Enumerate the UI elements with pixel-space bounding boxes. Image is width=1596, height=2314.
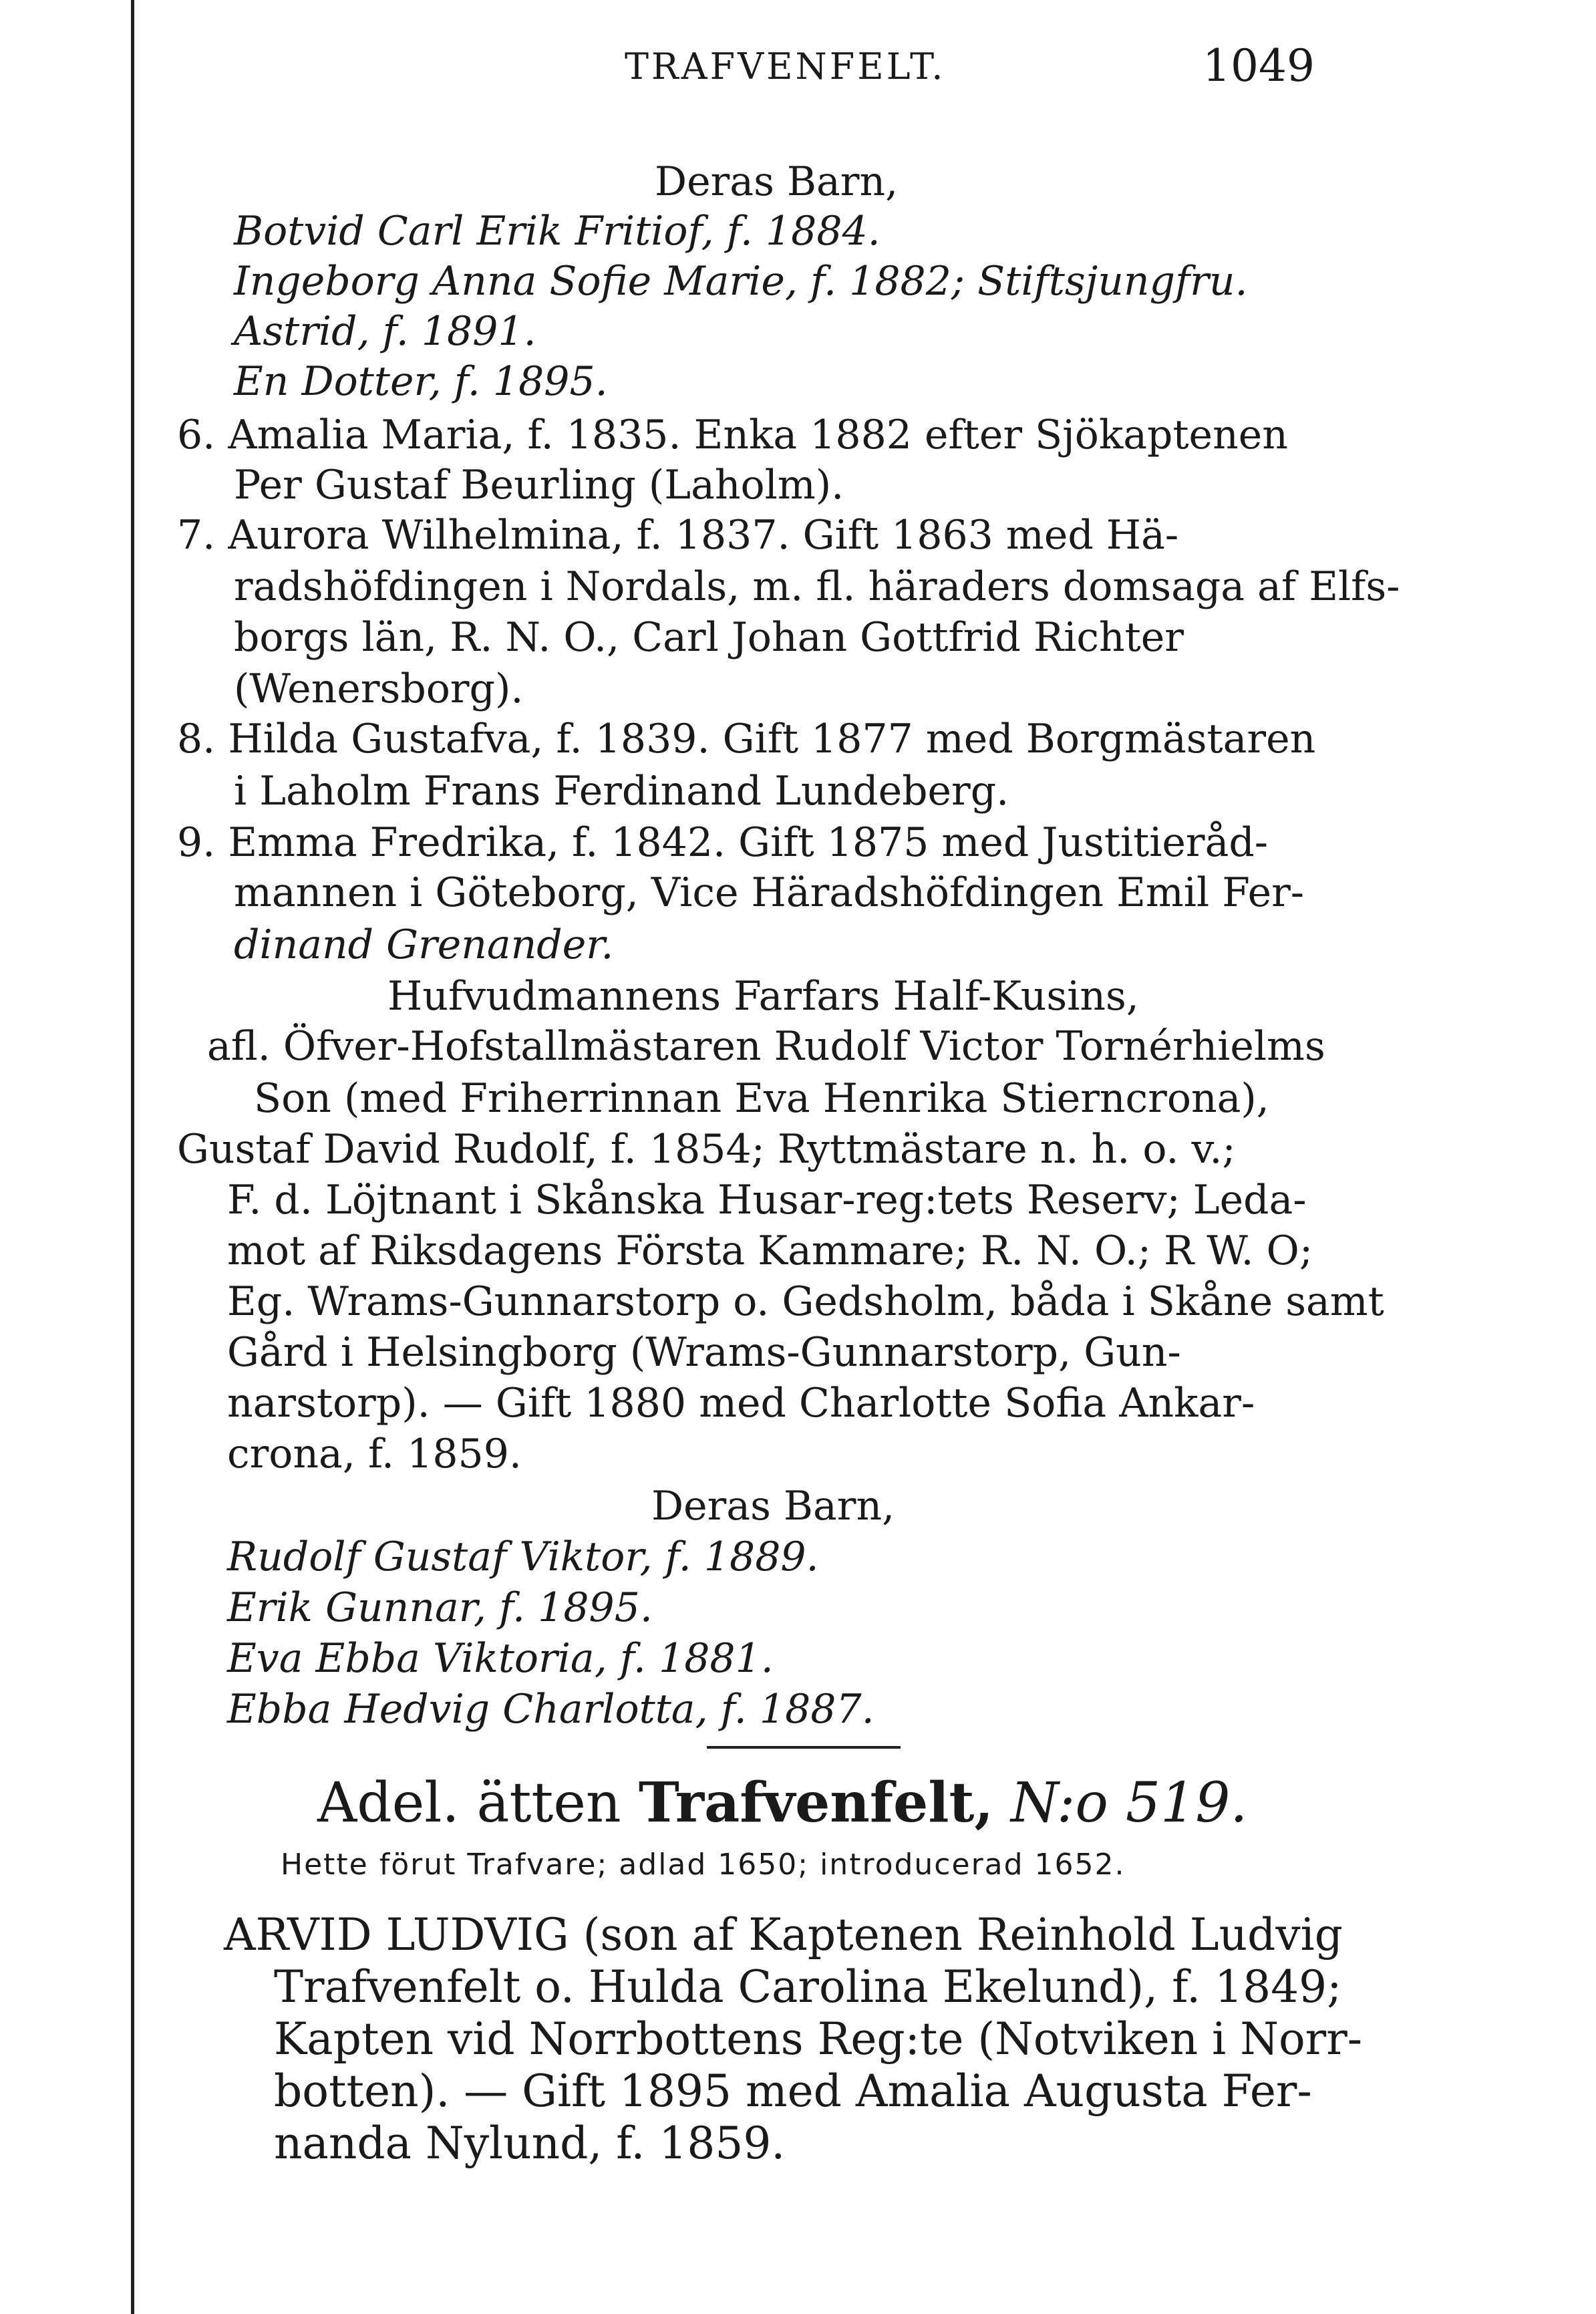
text-line: Son (med Friherrinnan Eva Henrika Stierncrona),: [254, 1075, 1269, 1122]
text-line: borgs län, R. N. O., Carl Johan Gottfrid Richter: [234, 614, 1184, 661]
text-line: mot af Riksdagens Första Kammare; R. N. O.; R W. O;: [227, 1227, 1313, 1274]
text-line: Botvid Carl Erik Fritiof, f. 1884.: [234, 208, 881, 255]
text-line: 7. Aurora Wilhelmina, f. 1837. Gift 1863 med Hä-: [177, 512, 1179, 559]
heading-number: N:o 519.: [1011, 1771, 1248, 1835]
text-line: Per Gustaf Beurling (Laholm).: [234, 462, 844, 509]
text-line: 9. Emma Fredrika, f. 1842. Gift 1875 med Justitieråd-: [177, 819, 1269, 866]
text-line: ARVID LUDVIG (son af Kaptenen Reinhold Ludvig: [224, 1909, 1343, 1961]
section-divider: [707, 1746, 901, 1749]
left-margin-rule: [131, 0, 134, 2314]
section-heading: [317, 1771, 1247, 1835]
text-line: radshöfdingen i Nordals, m. fl. häraders domsaga af Elfs-: [234, 563, 1400, 610]
text-line: Eg. Wrams-Gunnarstorp o. Gedsholm, båda i Skåne samt: [227, 1278, 1384, 1325]
text-line: afl. Öfver-Hofstallmästaren Rudolf Victor Tornérhielms: [207, 1023, 1325, 1070]
text-line: dinand Grenander.: [234, 921, 614, 968]
text-line: Deras Barn,: [651, 1483, 895, 1530]
text-line: crona, f. 1859.: [227, 1431, 522, 1477]
running-title: TRAFVENFELT.: [625, 45, 946, 88]
text-line: narstorp). — Gift 1880 med Charlotte Sofia Ankar-: [227, 1380, 1255, 1427]
text-line: (Wenersborg).: [234, 666, 524, 712]
section-subheading: Hette förut Trafvare; adlad 1650; introducerad 1652.: [281, 1848, 1126, 1882]
text-line: Eva Ebba Viktoria, f. 1881.: [227, 1635, 774, 1682]
text-line: botten). — Gift 1895 med Amalia Augusta Fer-: [274, 2065, 1312, 2117]
text-line: Gustaf David Rudolf, f. 1854; Ryttmästare n. h. o. v.;: [177, 1126, 1236, 1173]
heading-name: Trafvenfelt,: [638, 1771, 993, 1835]
text-line: Hufvudmannens Farfars Half-Kusins,: [387, 973, 1139, 1020]
text-line: Deras Barn,: [655, 158, 899, 205]
text-line: Gård i Helsingborg (Wrams-Gunnarstorp, Gun-: [227, 1329, 1181, 1376]
text-line: F. d. Löjtnant i Skånska Husar-reg:tets Reserv; Leda-: [227, 1177, 1307, 1223]
text-line: Ingeborg Anna Sofie Marie, f. 1882; Stiftsjungfru.: [234, 258, 1248, 305]
text-line: Kapten vid Norrbottens Reg:te (Notviken i Norr-: [274, 2013, 1363, 2065]
text-line: Rudolf Gustaf Viktor, f. 1889.: [227, 1534, 819, 1580]
text-line: En Dotter, f. 1895.: [234, 358, 608, 405]
page-number: 1049: [1203, 40, 1315, 92]
heading-prefix: Adel. ätten: [317, 1771, 621, 1835]
text-line: Trafvenfelt o. Hulda Carolina Ekelund), f. 1849;: [274, 1961, 1342, 2013]
text-line: mannen i Göteborg, Vice Häradshöfdingen Emil Fer-: [234, 869, 1305, 916]
text-line: 8. Hilda Gustafva, f. 1839. Gift 1877 med Borgmästaren: [177, 716, 1316, 762]
text-line: Astrid, f. 1891.: [234, 308, 536, 355]
text-line: 6. Amalia Maria, f. 1835. Enka 1882 efter Sjökaptenen: [177, 412, 1288, 458]
text-line: Ebba Hedvig Charlotta, f. 1887.: [227, 1686, 874, 1733]
text-line: nanda Nylund, f. 1859.: [274, 2118, 786, 2169]
text-line: Erik Gunnar, f. 1895.: [227, 1584, 653, 1631]
text-line: i Laholm Frans Ferdinand Lundeberg.: [234, 768, 1009, 815]
